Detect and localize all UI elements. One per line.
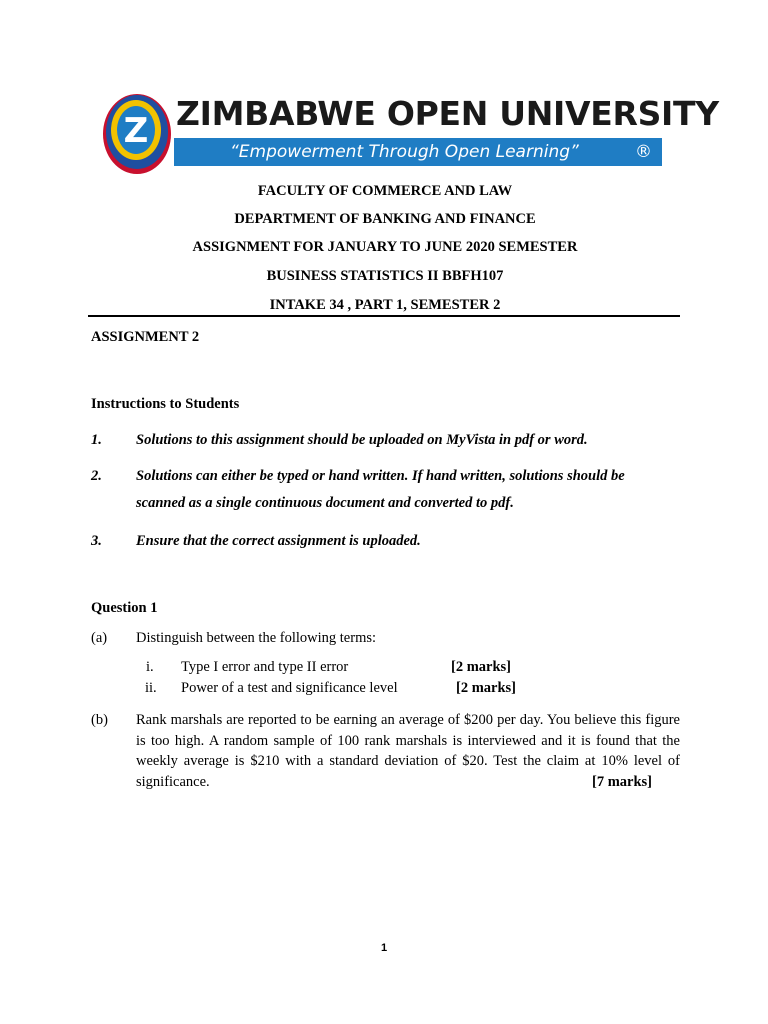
part-a-label: (a) <box>91 630 108 646</box>
slogan-bar <box>174 138 662 166</box>
emblem-letter: Z <box>123 111 149 151</box>
instruction-number: 2. <box>91 468 102 484</box>
university-name: ZIMBABWE OPEN UNIVERSITY <box>176 94 719 133</box>
part-b-marks: [7 marks] <box>591 773 652 790</box>
intake-heading: INTAKE 34 , PART 1, SEMESTER 2 <box>269 297 501 313</box>
sub-item-numeral: i. <box>146 659 154 675</box>
sub-item-marks: [2 marks] <box>456 680 517 696</box>
instruction-text: scanned as a single continuous document and converted to pdf. <box>136 495 514 511</box>
question-1-heading: Question 1 <box>91 600 158 616</box>
instruction-text: Ensure that the correct assignment is uploaded. <box>136 533 421 549</box>
part-a-text: Distinguish between the following terms: <box>136 630 377 646</box>
course-heading: BUSINESS STATISTICS II BBFH107 <box>266 268 504 284</box>
zou-emblem-icon <box>100 90 178 176</box>
instruction-number: 3. <box>91 533 102 549</box>
registered-mark: ® <box>635 142 652 162</box>
faculty-heading: FACULTY OF COMMERCE AND LAW <box>257 183 513 199</box>
department-heading: DEPARTMENT OF BANKING AND FINANCE <box>234 211 536 227</box>
part-b-label: (b) <box>91 712 108 728</box>
instruction-text: Solutions can either be typed or hand written. If hand written, solutions should be <box>136 468 625 484</box>
university-logo <box>100 90 719 176</box>
instruction-number: 1. <box>91 432 102 448</box>
assignment-title: ASSIGNMENT 2 <box>91 329 200 345</box>
sub-item-marks: [2 marks] <box>451 659 512 675</box>
university-slogan: “Empowerment Through Open Learning” <box>230 142 579 162</box>
sub-item-numeral: ii. <box>145 680 157 696</box>
header-divider <box>88 315 680 317</box>
assignment-period-heading: ASSIGNMENT FOR JANUARY TO JUNE 2020 SEMESTER <box>192 239 578 255</box>
instructions-heading: Instructions to Students <box>91 396 240 412</box>
page-number: 1 <box>380 942 388 954</box>
part-b-text: Rank marshals are reported to be earning an average of $200 per day. You believe this figure is too high. A random sample of 100 rank marshals is interviewed and it is found that the weekly average is $210 with a standard deviation of $20. Test the claim at 10% level of significance. <box>136 712 680 790</box>
instruction-text: Solutions to this assignment should be uploaded on MyVista in pdf or word. <box>136 432 588 448</box>
sub-item-text: Power of a test and significance level <box>181 680 398 696</box>
sub-item-text: Type I error and type II error <box>181 659 349 675</box>
part-b-paragraph <box>136 710 680 792</box>
